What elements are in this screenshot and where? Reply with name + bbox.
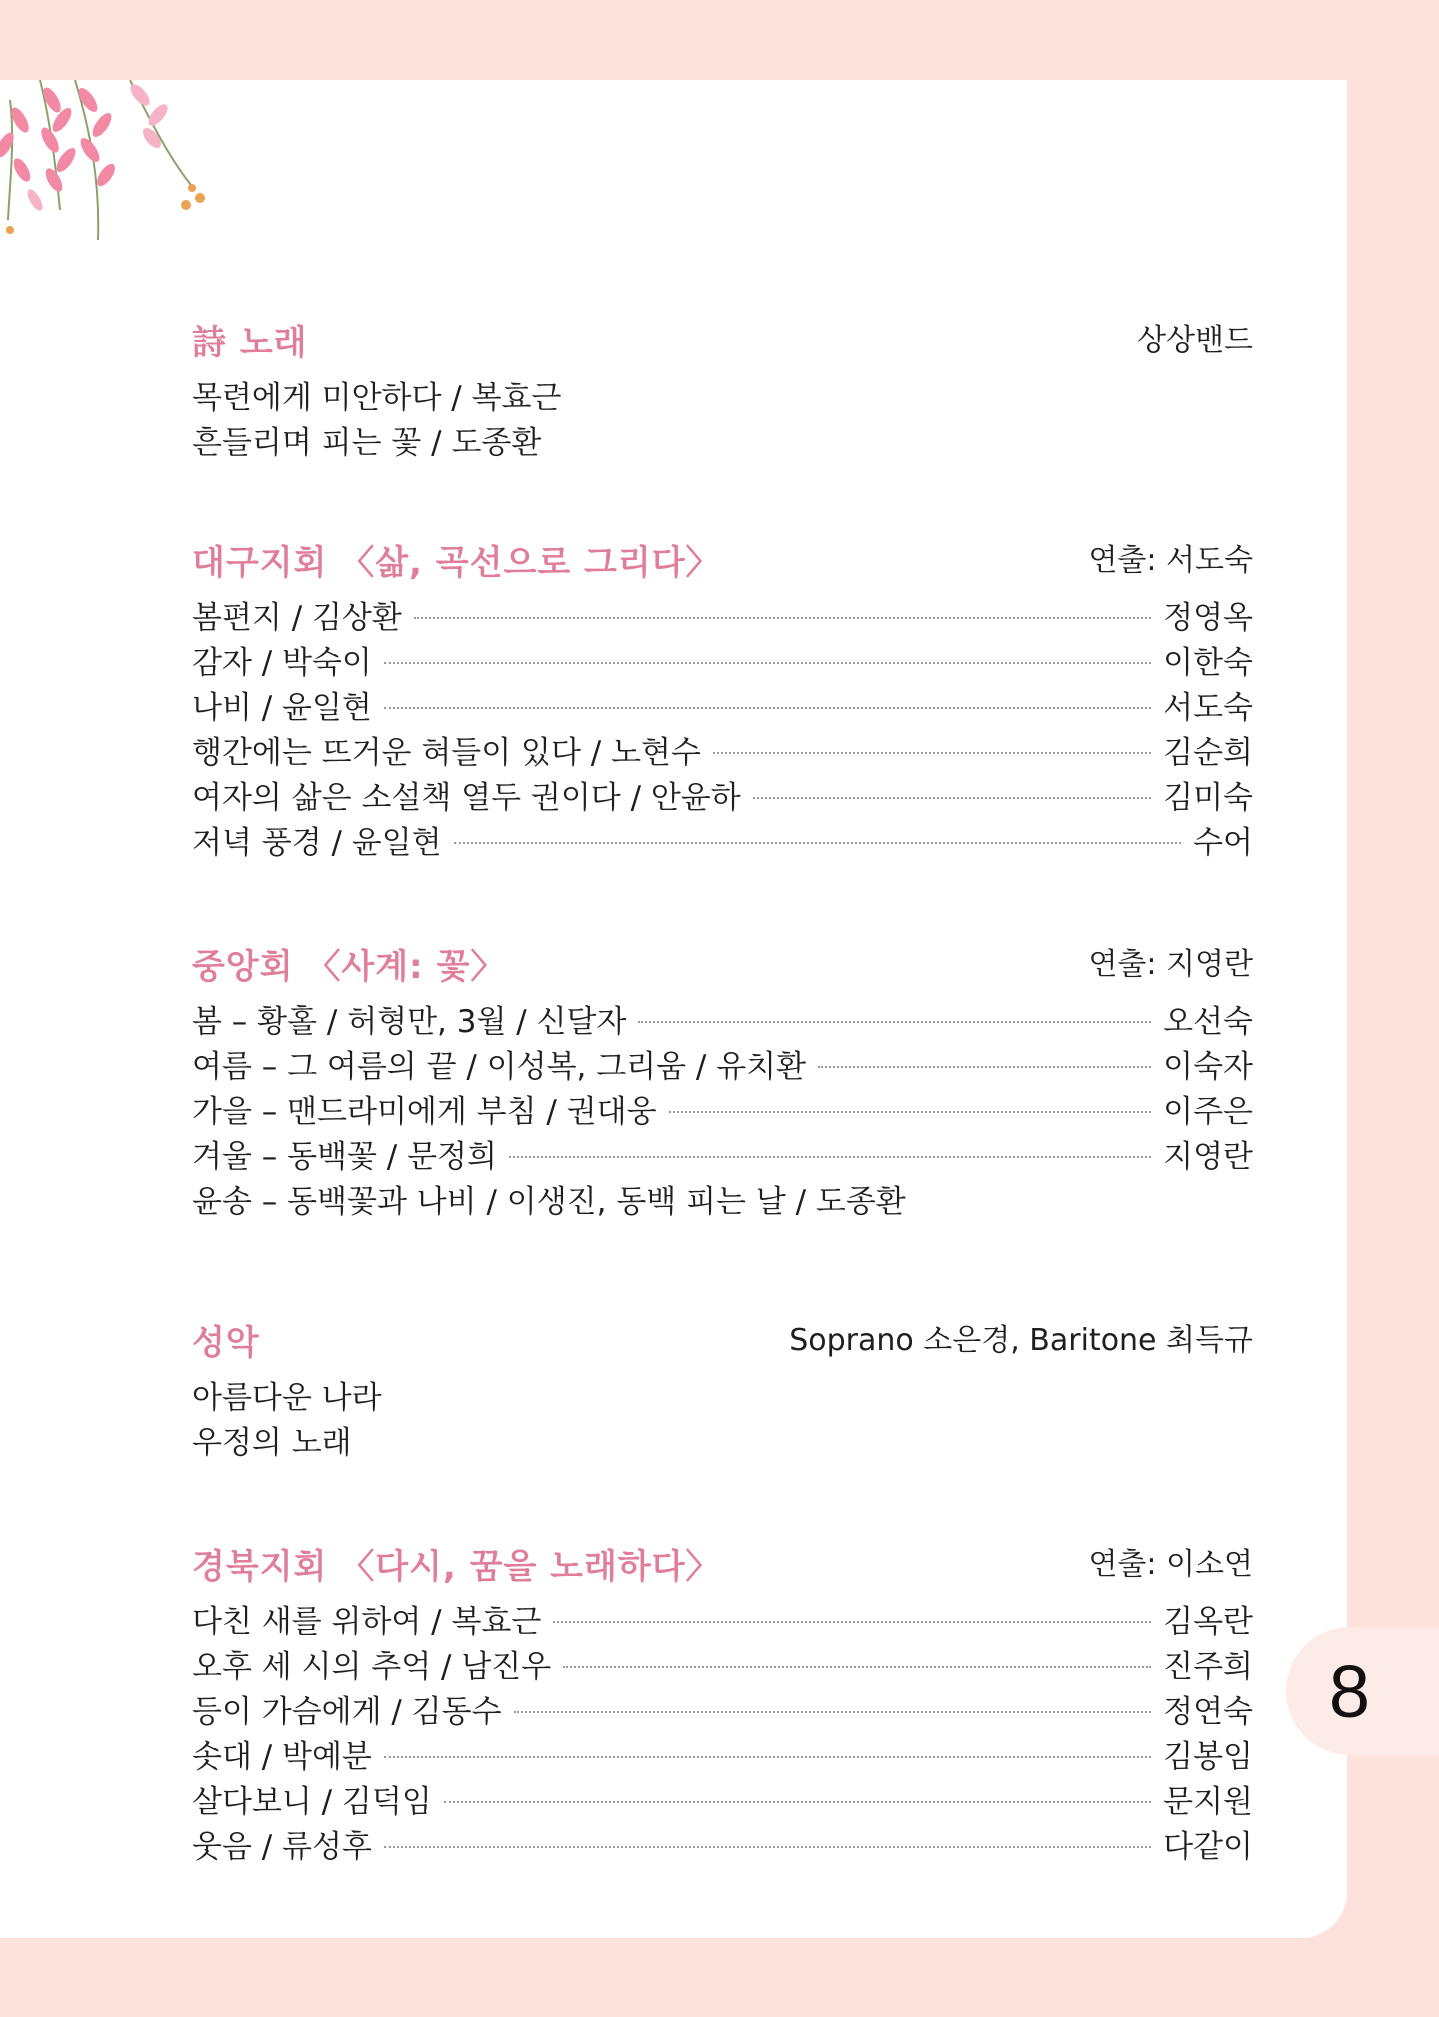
program-item: 봄편지 / 김상환 정영옥 — [192, 596, 1253, 641]
program-item: 웃음 / 류성후 다같이 — [192, 1825, 1253, 1870]
program-item: 여자의 삶은 소설책 열두 권이다 / 안윤하 김미숙 — [192, 776, 1253, 821]
program-item: 살다보니 / 김덕임 문지원 — [192, 1780, 1253, 1825]
performer: 정영옥 — [1163, 600, 1253, 636]
section-title: 경북지회 〈다시, 꿈을 노래하다〉 — [192, 1547, 721, 1587]
section-credit: 상상밴드 — [1137, 323, 1253, 358]
program-item: 오후 세 시의 추억 / 남진우 진주희 — [192, 1645, 1253, 1690]
section-title: 대구지회 〈삶, 곡선으로 그리다〉 — [192, 543, 721, 583]
program-item: 솟대 / 박예분 김봉임 — [192, 1735, 1253, 1780]
performer: 다같이 — [1163, 1829, 1253, 1865]
section-credit: 연출: 서도숙 — [1088, 543, 1253, 578]
program-item: 목련에게 미안하다 / 복효근 — [192, 380, 562, 416]
performer: 이숙자 — [1163, 1049, 1253, 1085]
program-item: 겨울 – 동백꽃 / 문정희 지영란 — [192, 1135, 1253, 1180]
performer: 이주은 — [1163, 1094, 1253, 1130]
program-item: 윤송 – 동백꽃과 나비 / 이생진, 동백 피는 날 / 도종환 — [192, 1184, 906, 1220]
program-item: 나비 / 윤일현 서도숙 — [192, 686, 1253, 731]
performer: 서도숙 — [1163, 690, 1253, 726]
page-number-tab — [1286, 1627, 1439, 1755]
program-item: 가을 – 맨드라미에게 부침 / 권대웅 이주은 — [192, 1090, 1253, 1135]
performer: 이한숙 — [1163, 645, 1253, 681]
section-title: 중앙회 〈사계: 꽃〉 — [192, 947, 506, 987]
program-item: 아름다운 나라 — [192, 1380, 382, 1416]
program-item: 저녁 풍경 / 윤일현 수어 — [192, 821, 1253, 866]
section-credit: 연출: 이소연 — [1088, 1547, 1253, 1582]
program-item: 봄 – 황홀 / 허형만, 3월 / 신달자 오선숙 — [192, 1000, 1253, 1045]
program-item: 여름 – 그 여름의 끝 / 이성복, 그리움 / 유치환 이숙자 — [192, 1045, 1253, 1090]
performer: 문지원 — [1163, 1784, 1253, 1820]
performer: 진주희 — [1163, 1649, 1253, 1685]
program-item: 등이 가슴에게 / 김동수 정연숙 — [192, 1690, 1253, 1735]
performer: 지영란 — [1163, 1139, 1253, 1175]
performer: 김봉임 — [1163, 1739, 1253, 1775]
performer: 김미숙 — [1163, 780, 1253, 816]
section-title: 詩 노래 — [192, 323, 308, 363]
section-title: 성악 — [192, 1323, 260, 1363]
program-section — [192, 318, 1253, 466]
program-item: 다친 새를 위하여 / 복효근 김옥란 — [192, 1600, 1253, 1645]
performer: 정연숙 — [1163, 1694, 1253, 1730]
program-section — [192, 942, 1253, 1225]
performer: 수어 — [1193, 825, 1253, 861]
section-credit: 연출: 지영란 — [1088, 947, 1253, 982]
performer: 김순희 — [1163, 735, 1253, 771]
page-number: 8 — [1328, 1649, 1371, 1733]
program-item: 우정의 노래 — [192, 1425, 352, 1461]
program-section — [192, 1318, 1253, 1466]
section-credit: Soprano 소은경, Baritone 최득규 — [789, 1323, 1253, 1358]
willow-branch-illustration — [0, 80, 215, 245]
program-item: 감자 / 박숙이 이한숙 — [192, 641, 1253, 686]
performer: 오선숙 — [1163, 1004, 1253, 1040]
program-section — [192, 538, 1253, 866]
program-item: 행간에는 뜨거운 혀들이 있다 / 노현수 김순희 — [192, 731, 1253, 776]
performer: 김옥란 — [1163, 1604, 1253, 1640]
program-section — [192, 1542, 1253, 1870]
program-item: 흔들리며 피는 꽃 / 도종환 — [192, 425, 542, 461]
